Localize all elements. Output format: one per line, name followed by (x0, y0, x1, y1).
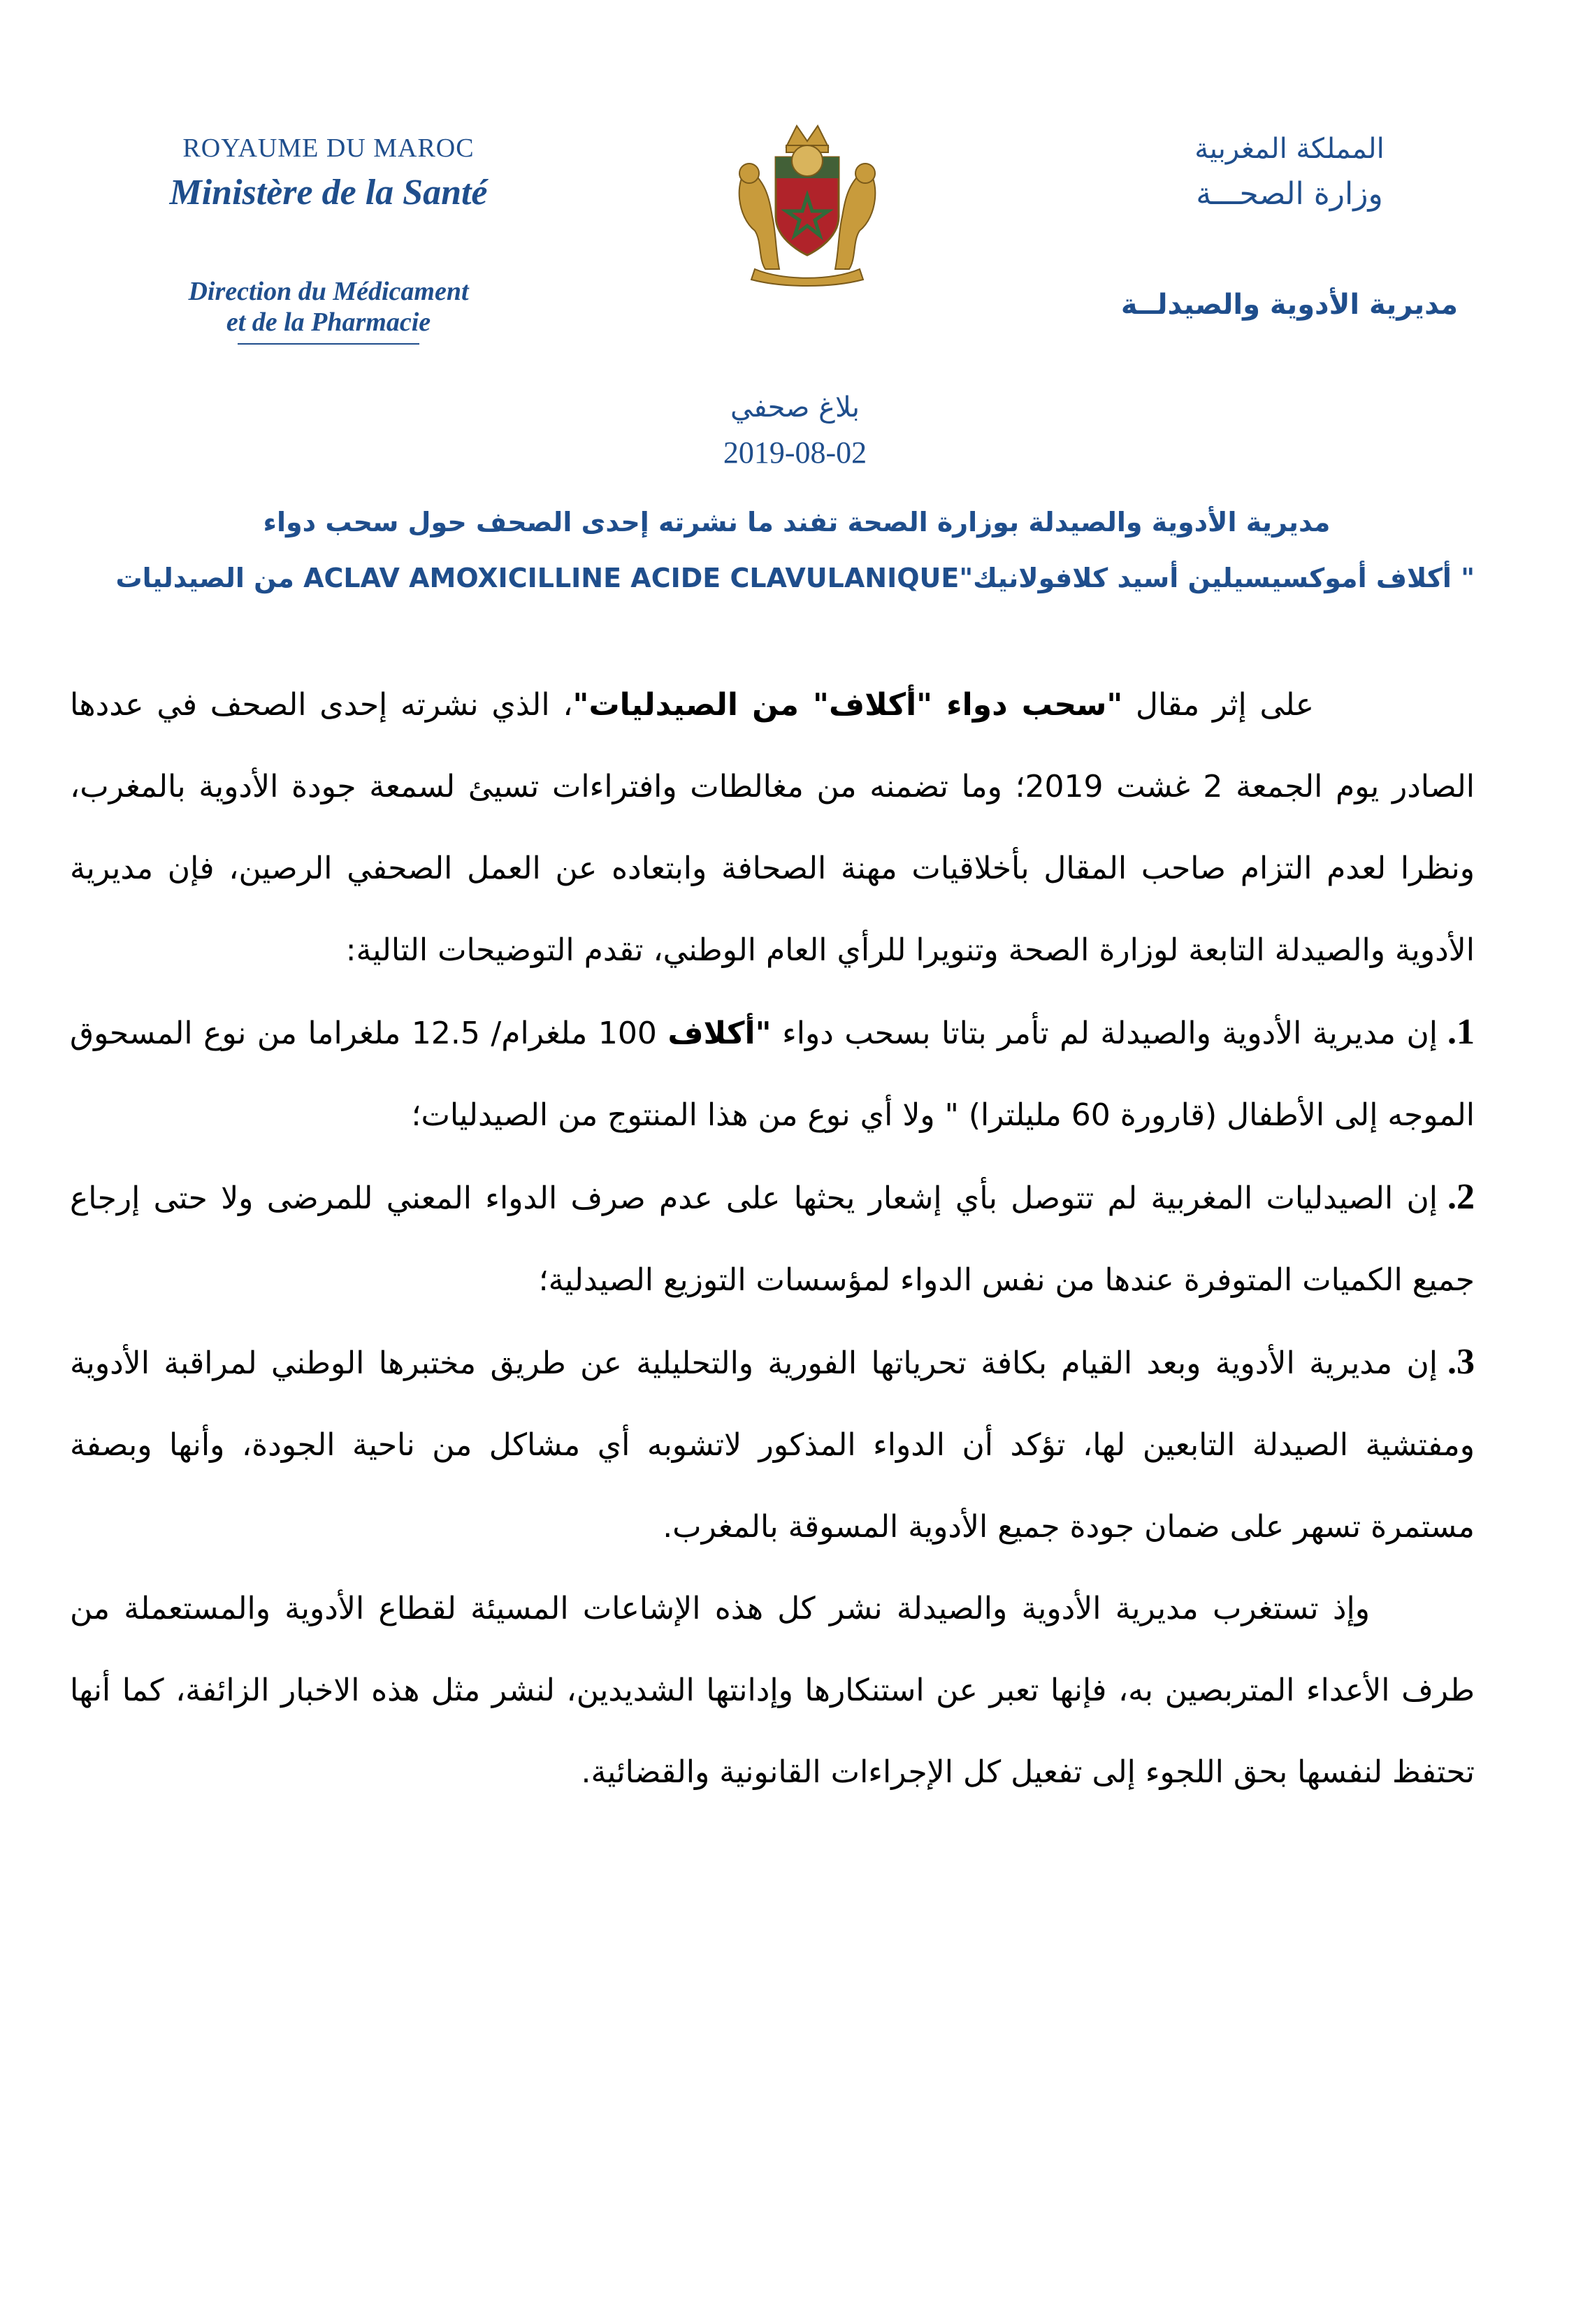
closing-paragraph: وإذ تستغرب مديرية الأدوية والصيدلة نشر كل هذه الإشاعات المسيئة لقطاع الأدوية والمستعملة من طرف الأعداء المتربصين به، فإنها تعبر عن استنكارها وإدانتها الشديدين، لنشر مثل هذه الاخبار الزائفة، كما أنها تحتفظ لنفسها بحق اللجوء إلى تفعيل كل الإجراءات القانونية والقضائية. (70, 1591, 1475, 1790)
list-item-number: 2. (1447, 1177, 1475, 1217)
list-item-text: إن مديرية الأدوية والصيدلة لم تأمر بتاتا بسحب دواء (771, 1016, 1438, 1051)
fr-ministry: Ministère de la Santé (169, 173, 488, 212)
fr-direction-line1: Direction du Médicament (188, 277, 469, 306)
list-item-text-b: 100 ملغرام/ 12.5 ملغراما من نوع المسحوق الموجه إلى الأطفال (قارورة 60 مليلترا) " ولا أي نوع من هذا المنتوج من الصيدليات؛ (70, 1016, 1475, 1133)
list-item-text: إن الصيدليات المغربية لم تتوصل بأي إشعار يحثها على عدم صرف الدواء المعني للمرضى ولا حتى إرجاع جميع الكميات المتوفرة عندها من نفس الدواء لمؤسسات التوزيع الصيدلية؛ (70, 1181, 1475, 1298)
headline-line1: مديرية الأدوية والصيدلة بوزارة الصحة تفند ما نشرته إحدى الصحف حول سحب دواء (263, 507, 1331, 537)
intro-paragraph (70, 664, 1475, 991)
fr-header (84, 133, 573, 345)
fr-direction (84, 276, 573, 338)
list-item-text: إن مديرية الأدوية وبعد القيام بكافة تحرياتها الفورية والتحليلية عن طريق مختبرها الوطني لمراقبة الأدوية ومفتشية الصيدلة التابعين لها، تؤكد أن الدواء المذكور لاتشوبه أي مشاكل من ناحية الجودة، وأنها وبصفة مستمرة تسهر على ضمان جودة جميع الأدوية المسوقة بالمغرب. (70, 1345, 1475, 1545)
royal-coat-of-arms-icon (727, 119, 888, 287)
intro-text-b: ، الذي نشرته إحدى الصحف في عددها الصادر يوم الجمعة 2 غشت 2019؛ وما تضمنه من مغالطات وافتراءات تسيئ لسمعة جودة الأدوية بالمغرب، ونظرا لعدم التزام صاحب المقال بأخلاقيات مهنة الصحافة وابتعاده عن العمل الصحفي الرصين، فإن مديرية الأدوية والصيدلة التابعة لوزارة الصحة وتنويرا للرأي العام الوطني، تقدم التوضيحات التالية: (70, 687, 1475, 968)
list-item (70, 991, 1475, 1156)
intro-text-a: على إثر مقال (1122, 687, 1315, 723)
fr-direction-line2: et de la Pharmacie (226, 308, 431, 337)
ar-header (1108, 133, 1471, 321)
press-release-body (70, 664, 1475, 1813)
clarifications-list (70, 991, 1475, 1568)
ar-country: المملكة المغربية (1194, 133, 1385, 165)
press-release-date: 2019-08-02 (723, 435, 867, 470)
fr-divider (238, 343, 419, 345)
press-release-title: بلاغ صحفي (730, 391, 860, 424)
list-item (70, 1156, 1475, 1321)
intro-article-title: "سحب دواء "أكلاف" من الصيدليات" (572, 687, 1123, 723)
list-item-bold: "أكلاف (667, 1016, 772, 1051)
list-item-number: 1. (1447, 1012, 1475, 1052)
list-item (70, 1321, 1475, 1568)
ar-direction: مديرية الأدوية والصيدلــة (1120, 289, 1459, 321)
ar-ministry: وزارة الصحـــة (1196, 176, 1383, 212)
headline-line2: " أكلاف أموكسيسيلين أسيد كلافولانيك"ACLAV AMOXICILLINE ACIDE CLAVULANIQUE من الصيدليات (115, 563, 1475, 593)
list-item-number: 3. (1447, 1342, 1475, 1382)
fr-country: ROYAUME DU MAROC (182, 133, 475, 163)
